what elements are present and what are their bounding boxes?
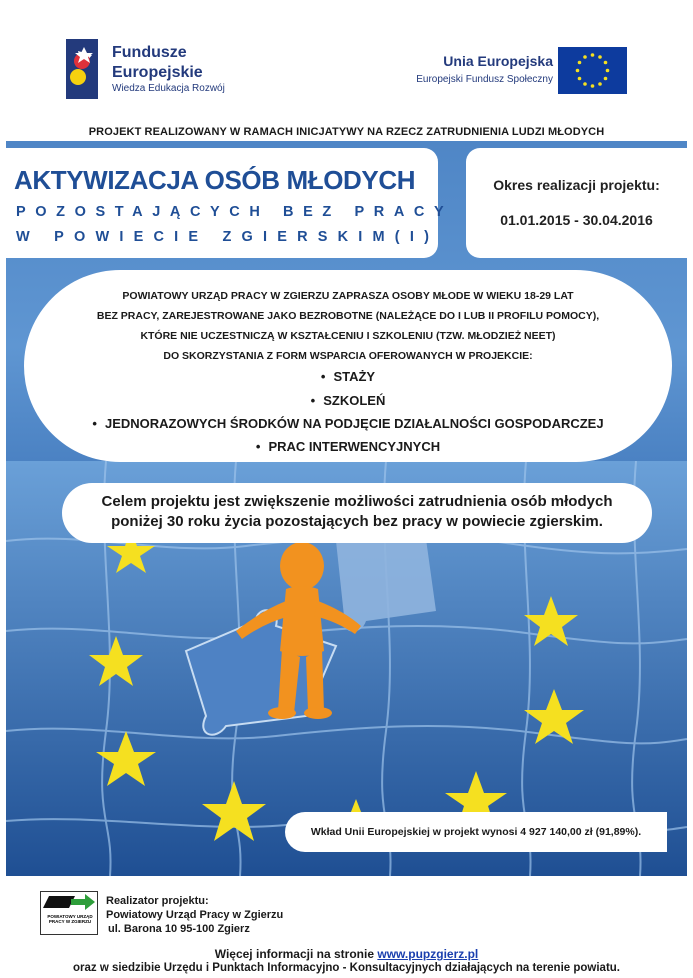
bullet-icon: • (310, 393, 316, 408)
pup-zgierz-logo (40, 891, 98, 935)
website-link[interactable]: www.pupzgierz.pl (377, 947, 479, 961)
more-info-prefix: Więcej informacji na stronie (214, 947, 375, 961)
support-form-item: • JEDNORAZOWYCH ŚRODKÓW NA PODJĘCIE DZIAŁALNOŚCI GOSPODARCZEJ (92, 416, 604, 431)
header (0, 0, 693, 125)
bullet-icon: • (92, 416, 97, 431)
eu-contribution-text: Wkład Unii Europejskiej w projekt wynosi 4 927 140,00 zł (91,89%). (310, 826, 642, 838)
eu-name: Unia Europejska (443, 53, 553, 69)
period-panel (466, 148, 687, 258)
fundusze-europejskie-logo (66, 37, 246, 101)
more-info-line2: oraz w siedzibie Urzędu i Punktach Informacyjno - Konsultacyjnych działających na terenie powiatu. (72, 962, 621, 974)
realizer-label: Realizator projektu: (106, 895, 209, 907)
fe-flag-icon (66, 37, 108, 101)
invitation-line: KTÓRE NIE UCZESTNICZĄ W KSZTAŁCENIU I SZKOLENIU (TZW. MŁODZIEŻ NEET) (140, 330, 556, 342)
page-subtitle-line1: POZOSTAJĄCYCH BEZ PRACY (16, 204, 454, 220)
realizer-address: ul. Barona 10 95-100 Zgierz (108, 923, 250, 935)
realizer-name: Powiatowy Urząd Pracy w Zgierzu (106, 909, 284, 921)
period-dates: 01.01.2015 - 30.04.2016 (500, 212, 653, 228)
support-form-item: • STAŻY (320, 369, 376, 384)
eu-flag-icon (558, 47, 627, 94)
page-title: AKTYWIZACJA OSÓB MŁODYCH (14, 165, 416, 195)
more-info-line1 (0, 947, 693, 961)
invitation-line: POWIATOWY URZĄD PRACY W ZGIERZU ZAPRASZA OSOBY MŁODE W WIEKU 18-29 LAT (122, 290, 574, 302)
fe-logo-line2: Europejskie (112, 64, 203, 81)
bullet-icon: • (320, 369, 326, 384)
invitation-line: DO SKORZYSTANIA Z FORM WSPARCIA OFEROWANYCH W PROJEKCIE: (163, 350, 533, 362)
goal-line1: Celem projektu jest zwiększenie możliwości zatrudnienia osób młodych (101, 493, 613, 510)
invitation-line: BEZ PRACY, ZAREJESTROWANE JAKO BEZROBOTNE (NALEŻĄCE DO I LUB II PROFILU POMOCY), (96, 310, 600, 322)
fe-logo-line1: Fundusze (112, 44, 187, 61)
period-label: Okres realizacji projektu: (493, 177, 660, 193)
support-form-item: • PRAC INTERWENCYJNYCH (255, 439, 441, 454)
fe-logo-line3: Wiedza Edukacja Rozwój (112, 83, 225, 94)
arrow-logo-icon (41, 892, 97, 914)
goal-line2: poniżej 30 roku życia pozostających bez pracy w powiecie zgierskim. (111, 513, 603, 530)
eu-fund-name: Europejski Fundusz Społeczny (416, 74, 553, 85)
support-form-item: • SZKOLEŃ (310, 393, 386, 408)
page-subtitle-line2: W POWIECIE ZGIERSKIM(I) (16, 229, 440, 245)
bullet-icon: • (255, 439, 261, 454)
pup-logo-text: POWIATOWY URZĄD PRACY W ZGIERZU (47, 914, 93, 924)
project-initiative-line: PROJEKT REALIZOWANY W RAMACH INICJATYWY NA RZECZ ZATRUDNIENIA LUDZI MŁODYCH (88, 126, 605, 138)
